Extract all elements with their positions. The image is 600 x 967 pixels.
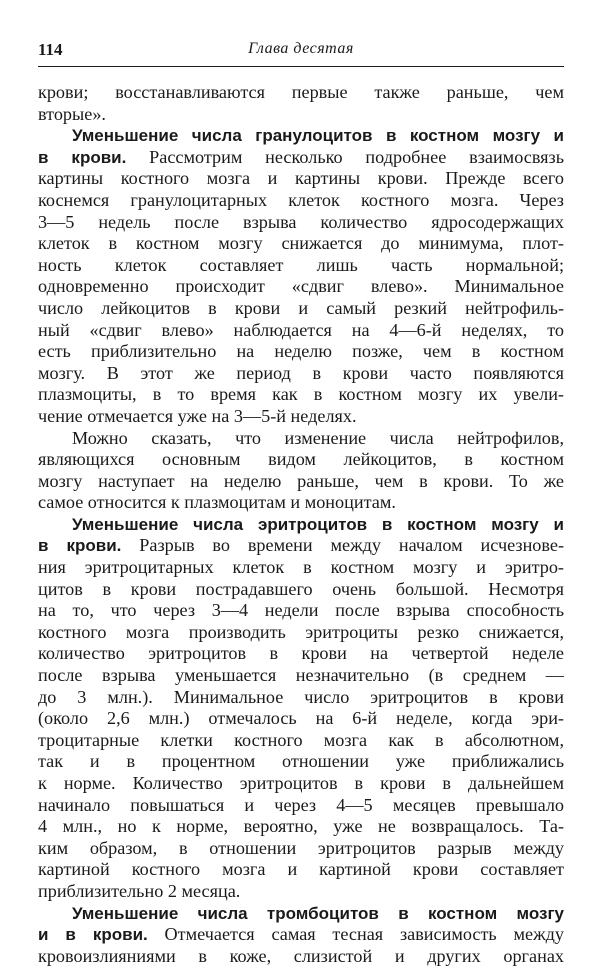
paragraph-text: так и в процентном отношении уже приближались (38, 751, 564, 772)
paragraph-text: плазмоциты, в то время как в костном мозгу их увели- (38, 384, 564, 405)
running-title: Глава десятая (248, 40, 354, 57)
paragraph-text: клеток в костном мозгу снижается до минимума, плот- (38, 233, 564, 254)
text-line (38, 471, 564, 493)
paragraph-text: крови; восстанавливаются первые также раньше, чем (38, 82, 564, 102)
text-line (38, 946, 564, 967)
text-line (38, 190, 564, 212)
paragraph-text: чение отмечается уже на 3—5-й неделях. (38, 405, 357, 426)
text-line (38, 168, 564, 190)
paragraph-text: картины костного мозга и картины крови. Прежде всего (38, 168, 564, 189)
paragraph-text: цитов в крови пострадавшего очень большой. Несмотря (38, 578, 564, 599)
text-line (38, 816, 564, 838)
paragraph-text: коснемся гранулоцитарных клеток костного мозга. Через (38, 189, 564, 210)
text-line (38, 212, 564, 234)
paragraph-text: мозгу наступает на неделю раньше, чем в крови. То же (38, 470, 564, 491)
paragraph-text: количество эритроцитов в крови на четвертой неделе (38, 643, 564, 664)
paragraph-text: одновременно происходит «сдвиг влево». Минимальное (38, 276, 564, 297)
paragraph-text: начинало повышаться и через 4—5 месяцев превышало (38, 794, 564, 815)
page-header (38, 40, 564, 64)
section-heading: в крови. (38, 536, 122, 556)
section-heading: в крови. (38, 147, 127, 167)
text-line (38, 600, 564, 622)
text-line (38, 881, 564, 903)
text-line (38, 665, 564, 687)
text-line (38, 859, 564, 881)
text-line (38, 557, 564, 579)
paragraph-text: Разрыв во времени между началом исчезнове- (121, 535, 565, 556)
text-line (38, 687, 564, 709)
text-line (38, 147, 564, 169)
text-line (38, 924, 564, 946)
paragraph-text: Можно сказать, что изменение числа нейтрофилов, (72, 427, 564, 448)
paragraph-text: мозгу. В этот же период в крови часто появляются (38, 362, 564, 383)
paragraph-text: ный «сдвиг влево» наблюдается на 4—6-й неделях, то (38, 319, 564, 340)
section-heading: Уменьшение числа эритроцитов в костном мозгу и (72, 514, 564, 534)
paragraph-text: Рассмотрим несколько подробнее взаимосвязь (126, 146, 565, 167)
text-line (38, 903, 564, 925)
text-line (38, 341, 564, 363)
paragraph-text: троцитарные клетки костного мозга как в абсолютном, (38, 729, 564, 750)
text-line (38, 449, 564, 471)
paragraph-text: кровоизлияниями в коже, слизистой и других органах (38, 945, 564, 966)
text-line (38, 838, 564, 860)
page-number: 114 (38, 40, 63, 59)
paragraph-text: приблизительно 2 месяца. (38, 880, 241, 901)
text-line (38, 406, 564, 428)
paragraph-text: к норме. Количество эритроцитов в крови в дальнейшем (38, 773, 564, 793)
paragraph-text: картиной костного мозга и картиной крови составляет (38, 859, 564, 880)
text-line (38, 622, 564, 644)
paragraph-text: есть приблизительно на неделю позже, чем в костном (38, 341, 564, 362)
paragraph-text: ность клеток составляет лишь часть нормальной; (38, 254, 564, 275)
paragraph-text: Отмечается самая тесная зависимость между (147, 924, 564, 945)
text-line (38, 795, 564, 817)
text-line (38, 276, 564, 298)
text-line (38, 320, 564, 342)
paragraph-text: ния эритроцитарных клеток в костном мозгу и эритро- (38, 557, 564, 578)
text-line (38, 104, 564, 126)
paragraph-text: самое относится к плазмоцитам и моноцитам. (38, 492, 396, 513)
text-line (38, 82, 564, 104)
paragraph-text: число лейкоцитов в крови и самый резкий нейтрофиль- (38, 297, 564, 318)
paragraph-text: вторые». (38, 103, 106, 124)
section-heading: и в крови. (38, 925, 148, 945)
paragraph-text: 3—5 недель после взрыва количество ядросодержащих (38, 211, 564, 232)
text-line (38, 708, 564, 730)
paragraph-text: (около 2,6 млн.) отмечалось на 6-й неделе, когда эри- (38, 708, 564, 729)
text-line (38, 751, 564, 773)
text-line (38, 428, 564, 450)
text-line (38, 535, 564, 557)
paragraph-text: после взрыва уменьшается незначительно (в среднем — (38, 665, 564, 686)
paragraph-text: являющихся основным видом лейкоцитов, в костном (38, 449, 564, 470)
text-line (38, 255, 564, 277)
text-line (38, 384, 564, 406)
paragraph-text: костного мозга производить эритроциты резко снижается, (38, 621, 564, 642)
body-text (38, 82, 564, 967)
paragraph-text: 4 млн., но к норме, вероятно, уже не возвращалось. Та- (38, 816, 564, 837)
header-rule (38, 66, 564, 67)
text-line (38, 363, 564, 385)
section-heading: Уменьшение числа тромбоцитов в костном мозгу (72, 903, 564, 923)
text-line (38, 492, 564, 514)
text-line (38, 579, 564, 601)
paragraph-text: до 3 млн.). Минимальное число эритроцитов в крови (38, 686, 564, 707)
paragraph-text: на то, что через 3—4 недели после взрыва способность (38, 600, 564, 621)
text-line (38, 773, 564, 795)
text-line (38, 233, 564, 255)
text-line (38, 730, 564, 752)
text-line (38, 298, 564, 320)
section-heading: Уменьшение числа гранулоцитов в костном мозгу и (72, 126, 564, 146)
paragraph-text: ким образом, в отношении эритроцитов разрыв между (38, 837, 564, 858)
text-line (38, 125, 564, 147)
text-line (38, 514, 564, 536)
text-line (38, 643, 564, 665)
